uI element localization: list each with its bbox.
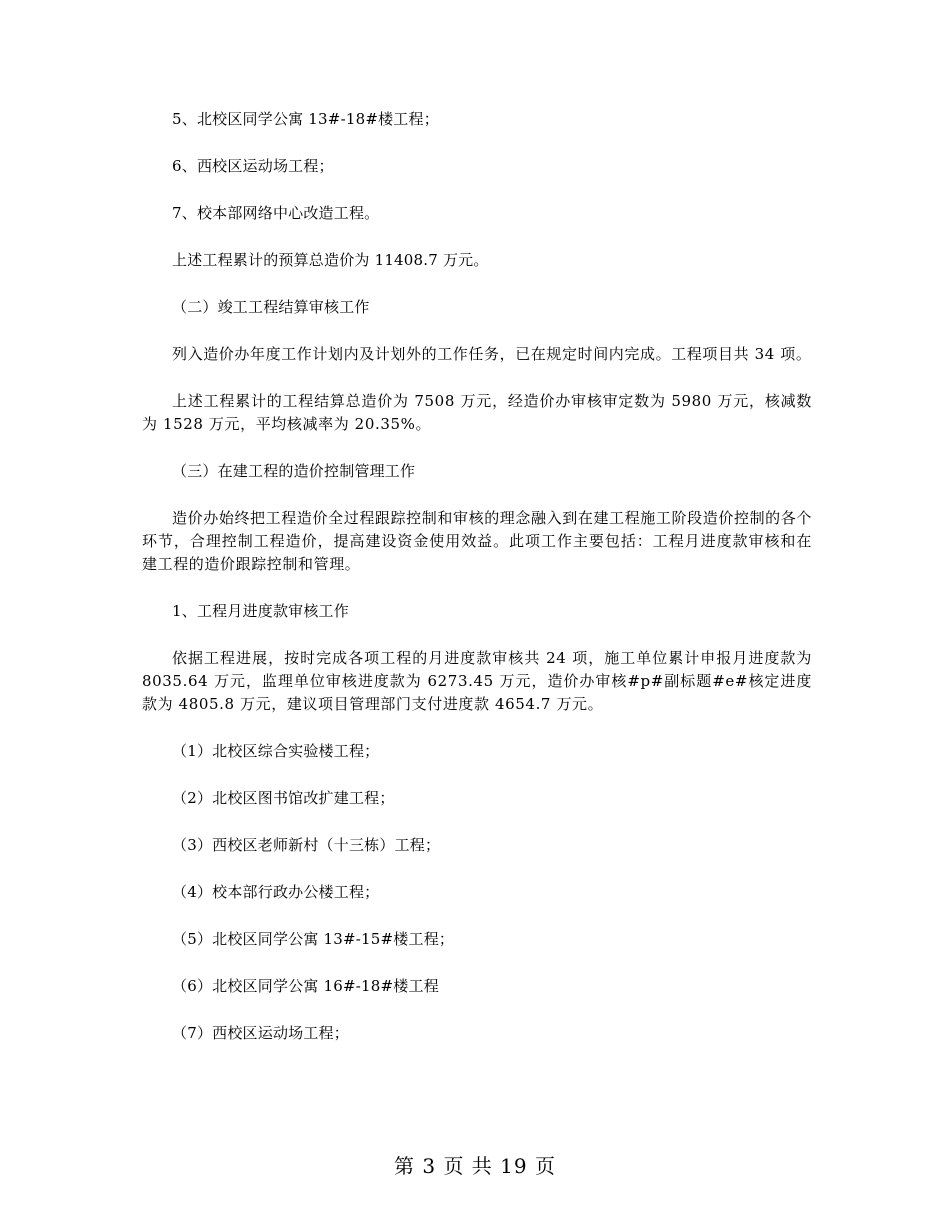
settlement-task-paragraph: 列入造价办年度工作计划内及计划外的工作任务，已在规定时间内完成。工程项目共 34 项。 <box>172 345 812 363</box>
list-item-7: 7、校本部网络中心改造工程。 <box>172 204 380 222</box>
page-number-footer: 第 3 页 共 19 页 <box>394 1154 556 1178</box>
document-body <box>142 108 812 1069</box>
project-item-4: （4）校本部行政办公楼工程； <box>172 883 380 901</box>
settlement-summary-paragraph: 上述工程累计的工程结算总造价为 7508 万元，经造价办审核审定数为 5980 万元，核减数为 1528 万元，平均核减率为 20.35%。 <box>142 392 812 433</box>
project-item-5: （5）北校区同学公寓 13#-15#楼工程； <box>172 930 455 948</box>
project-item-7: （7）西校区运动场工程； <box>172 1024 349 1042</box>
project-item-3: （3）西校区老师新村（十三栋）工程； <box>172 836 441 854</box>
list-item-6: 6、西校区运动场工程； <box>172 157 334 175</box>
section-heading-cost-control: （三）在建工程的造价控制管理工作 <box>172 462 416 480</box>
cost-control-paragraph: 造价办始终把工程造价全过程跟踪控制和审核的理念融入到在建工程施工阶段造价控制的各个环节，合理控制工程造价，提高建设资金使用效益。此项工作主要包括：工程月进度款审核和在建工程的造价跟踪控制和管理。 <box>142 509 812 573</box>
progress-payment-paragraph: 依据工程进展，按时完成各项工程的月进度款审核共 24 项，施工单位累计申报月进度款为 8035.64 万元，监理单位审核进度款为 6273.45 万元，造价办审核#p#副标题#e#核定进度款为 4805.8 万元，建议项目管理部门支付进度款 4654.7 万元。 <box>142 649 812 713</box>
project-item-2: （2）北校区图书馆改扩建工程； <box>172 789 395 807</box>
project-item-6: （6）北校区同学公寓 16#-18#楼工程 <box>172 977 439 995</box>
budget-summary-paragraph: 上述工程累计的预算总造价为 11408.7 万元。 <box>172 251 489 269</box>
project-item-1: （1）北校区综合实验楼工程； <box>172 742 380 760</box>
subsection-heading-progress-payment: 1、工程月进度款审核工作 <box>172 602 349 620</box>
list-item-5: 5、北校区同学公寓 13#-18#楼工程； <box>172 110 439 128</box>
section-heading-settlement: （二）竣工工程结算审核工作 <box>172 298 370 316</box>
